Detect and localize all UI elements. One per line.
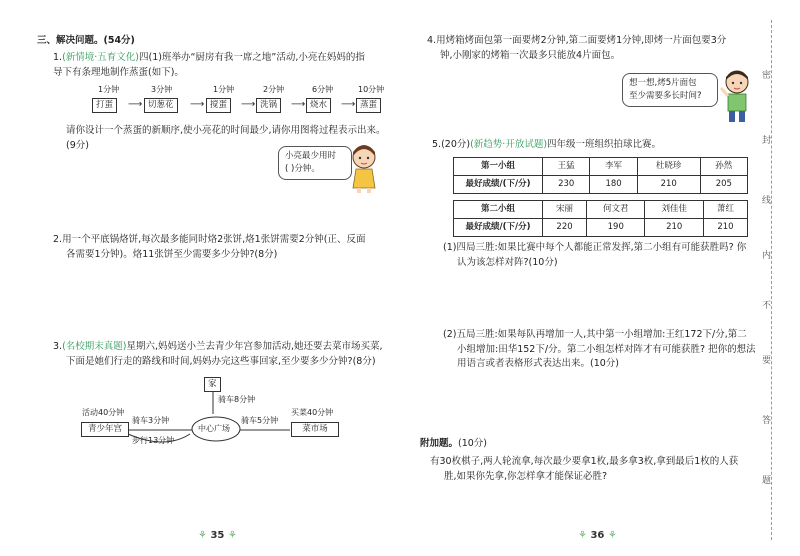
step-box: 洗锅	[256, 98, 281, 113]
group1-table	[453, 157, 748, 194]
question-4	[427, 34, 762, 63]
group1-header: 第一小组	[454, 158, 543, 176]
extra-question	[430, 455, 765, 484]
q4-text-line1: 用烤箱烤面包第一面要烤2分钟,第二面要烤1分钟,即烤一片面包要3分	[436, 35, 727, 46]
extra-title	[420, 437, 487, 452]
walk13-label: 步行13分钟	[132, 436, 175, 445]
arrow-icon: ⟶	[190, 99, 205, 110]
group2-table	[453, 200, 748, 237]
group2-row-label: 最好成绩/(下/分)	[454, 219, 543, 237]
bubble-line1: 小亮最少用时	[285, 151, 337, 161]
step-time: 10分钟	[358, 85, 385, 94]
table-cell: 王猛	[543, 158, 590, 176]
q1-text-line2: 导下有条理地制作蒸蛋(如下)。	[53, 66, 184, 78]
binding-word: 要	[762, 355, 771, 369]
table-cell: 萧红	[703, 201, 747, 219]
table-row	[454, 219, 748, 237]
table-cell: 220	[543, 219, 587, 237]
table-cell: 杜晓珍	[637, 158, 700, 176]
q5-score-tag: (20分)	[441, 139, 471, 150]
table-cell: 宋丽	[543, 201, 587, 219]
q5-sub1	[443, 241, 765, 270]
table-cell: 210	[703, 219, 747, 237]
q5-sub2	[443, 328, 765, 372]
extra-line1: 有30枚棋子,两人轮流拿,每次最少要拿1枚,最多拿3枚,拿到最后1枚的人获	[430, 456, 739, 467]
binding-word: 不	[762, 300, 771, 314]
q5-sub2-line3: 用语言或者表格形式表达出来。(10分)	[457, 358, 620, 370]
bubble-line2: 至少需要多长时间?	[629, 91, 702, 101]
q2-text-line2: 各需要1分钟)。烙11张饼至少需要多少分钟?(8分)	[66, 248, 278, 260]
step-time: 1分钟	[213, 85, 235, 94]
q5-sub1-line1: (1)四局三胜:如果比赛中每个人都能正常发挥,第二小组有可能获胜吗? 你	[443, 242, 747, 253]
extra-line2: 胜,如果你先拿,你怎样拿才能保证必胜?	[444, 470, 608, 482]
q3-route-map	[80, 372, 350, 452]
center-square-label: 中心广场	[198, 424, 230, 433]
table-cell: 180	[590, 176, 637, 194]
q2-text-line1: 用一个平底锅烙饼,每次最多能同时烙2张饼,烙1张饼需要2分钟(正、反面	[62, 234, 366, 245]
arrow-icon: ⟶	[341, 99, 356, 110]
binding-word: 答	[762, 415, 771, 429]
q1-number: 1.	[53, 52, 63, 63]
boy-illustration-icon	[717, 68, 757, 124]
page-right-value: 36	[590, 530, 605, 541]
step-box: 打蛋	[92, 98, 117, 113]
binding-word: 密	[762, 70, 771, 84]
q4-speech-bubble	[622, 73, 718, 107]
table-cell: 205	[700, 176, 747, 194]
question-1	[53, 51, 383, 80]
q5-sub2-line2: 小组增加:田华152下/分。第二小组怎样对阵才有可能获胜? 把你的想法	[457, 343, 756, 355]
table-cell: 210	[645, 219, 703, 237]
question-2	[53, 233, 383, 262]
binding-word: 封	[762, 135, 771, 149]
step-box: 切葱花	[144, 98, 178, 113]
arrow-icon: ⟶	[128, 99, 143, 110]
table-cell: 刘佳佳	[645, 201, 703, 219]
table-row	[454, 158, 748, 176]
q1-process-flow	[88, 84, 388, 120]
table-cell: 190	[587, 219, 645, 237]
binding-word: 题	[762, 475, 771, 489]
market-box: 菜市场	[291, 422, 339, 437]
section-title: 三、解决问题。(54分)	[37, 35, 135, 46]
q1-speech-bubble	[278, 146, 352, 180]
group1-row-label: 最好成绩/(下/分)	[454, 176, 543, 194]
step-time: 3分钟	[151, 85, 173, 94]
ride5-label: 骑车5分钟	[241, 416, 279, 425]
step-time: 1分钟	[98, 85, 120, 94]
step-box: 蒸蛋	[356, 98, 381, 113]
q5-text: 四年级一班组织拍球比赛。	[547, 139, 662, 150]
question-5	[432, 138, 762, 153]
table-cell: 230	[543, 176, 590, 194]
page-left-value: 35	[210, 530, 225, 541]
arrow-icon: ⟶	[241, 99, 256, 110]
ride8-label: 骑车8分钟	[218, 395, 256, 404]
q3-text-line1: 星期六,妈妈送小兰去青少年宫参加活动,她还要去菜市场买菜,	[126, 341, 383, 352]
step-box: 搅蛋	[206, 98, 231, 113]
arrow-icon: ⟶	[291, 99, 306, 110]
table-cell: 李军	[590, 158, 637, 176]
q1-score: (9分)	[66, 139, 89, 151]
youth-palace-box: 青少年宫	[81, 422, 129, 437]
group2-header: 第二小组	[454, 201, 543, 219]
table-cell: 孙然	[700, 158, 747, 176]
q3-text-line2: 下面是她们行走的路线和时间,妈妈办完这些事回家,至少要多少分钟?(8分)	[66, 355, 376, 367]
step-time: 2分钟	[263, 85, 285, 94]
bubble-line1: 想一想,烤5片面包	[629, 78, 697, 88]
bubble-line2: ( )分钟。	[285, 164, 320, 174]
table-row	[454, 201, 748, 219]
q5-sub1-line2: 认为该怎样对阵?(10分)	[457, 256, 558, 268]
q5-tag: (新趋势·开放试题)	[470, 139, 548, 150]
question-3	[53, 340, 388, 369]
home-box: 家	[204, 377, 221, 392]
step-time: 6分钟	[312, 85, 334, 94]
q4-text-line2: 钟,小刚家的烤箱一次最多只能放4片面包。	[440, 49, 621, 61]
girl-illustration-icon	[347, 144, 381, 194]
binding-word: 线	[762, 195, 771, 209]
ride3-label: 骑车3分钟	[132, 416, 170, 425]
page-number-right: ⚘ 36 ⚘	[578, 530, 617, 541]
page-number-left: ⚘ 35 ⚘	[198, 530, 237, 541]
step-box: 烧水	[306, 98, 331, 113]
q5-number: 5.	[432, 139, 442, 150]
q1-text-line1: 四(1)班举办“厨房有我一席之地”活动,小亮在妈妈的指	[139, 52, 365, 63]
extra-title-text: 附加题。	[420, 438, 459, 449]
q3-tag: (名校期末真题)	[62, 341, 127, 352]
binding-word: 内	[762, 250, 771, 264]
extra-score: (10分)	[458, 438, 488, 449]
buy-label: 买菜40分钟	[291, 408, 334, 417]
activity-label: 活动40分钟	[82, 408, 125, 417]
q4-number: 4.	[427, 35, 437, 46]
table-row	[454, 176, 748, 194]
q2-number: 2.	[53, 234, 63, 245]
q1-tag: (新情境·五育文化)	[62, 52, 140, 63]
q5-sub2-line1: (2)五局三胜:如果每队再增加一人,其中第一小组增加:王红172下/分,第二	[443, 329, 747, 340]
q1-text-line3: 请你设计一个蒸蛋的新顺序,使小亮花的时间最少,请你用图将过程表示出来。	[66, 125, 386, 136]
binding-line	[771, 20, 773, 540]
table-cell: 210	[637, 176, 700, 194]
table-cell: 何文君	[587, 201, 645, 219]
q3-number: 3.	[53, 341, 63, 352]
